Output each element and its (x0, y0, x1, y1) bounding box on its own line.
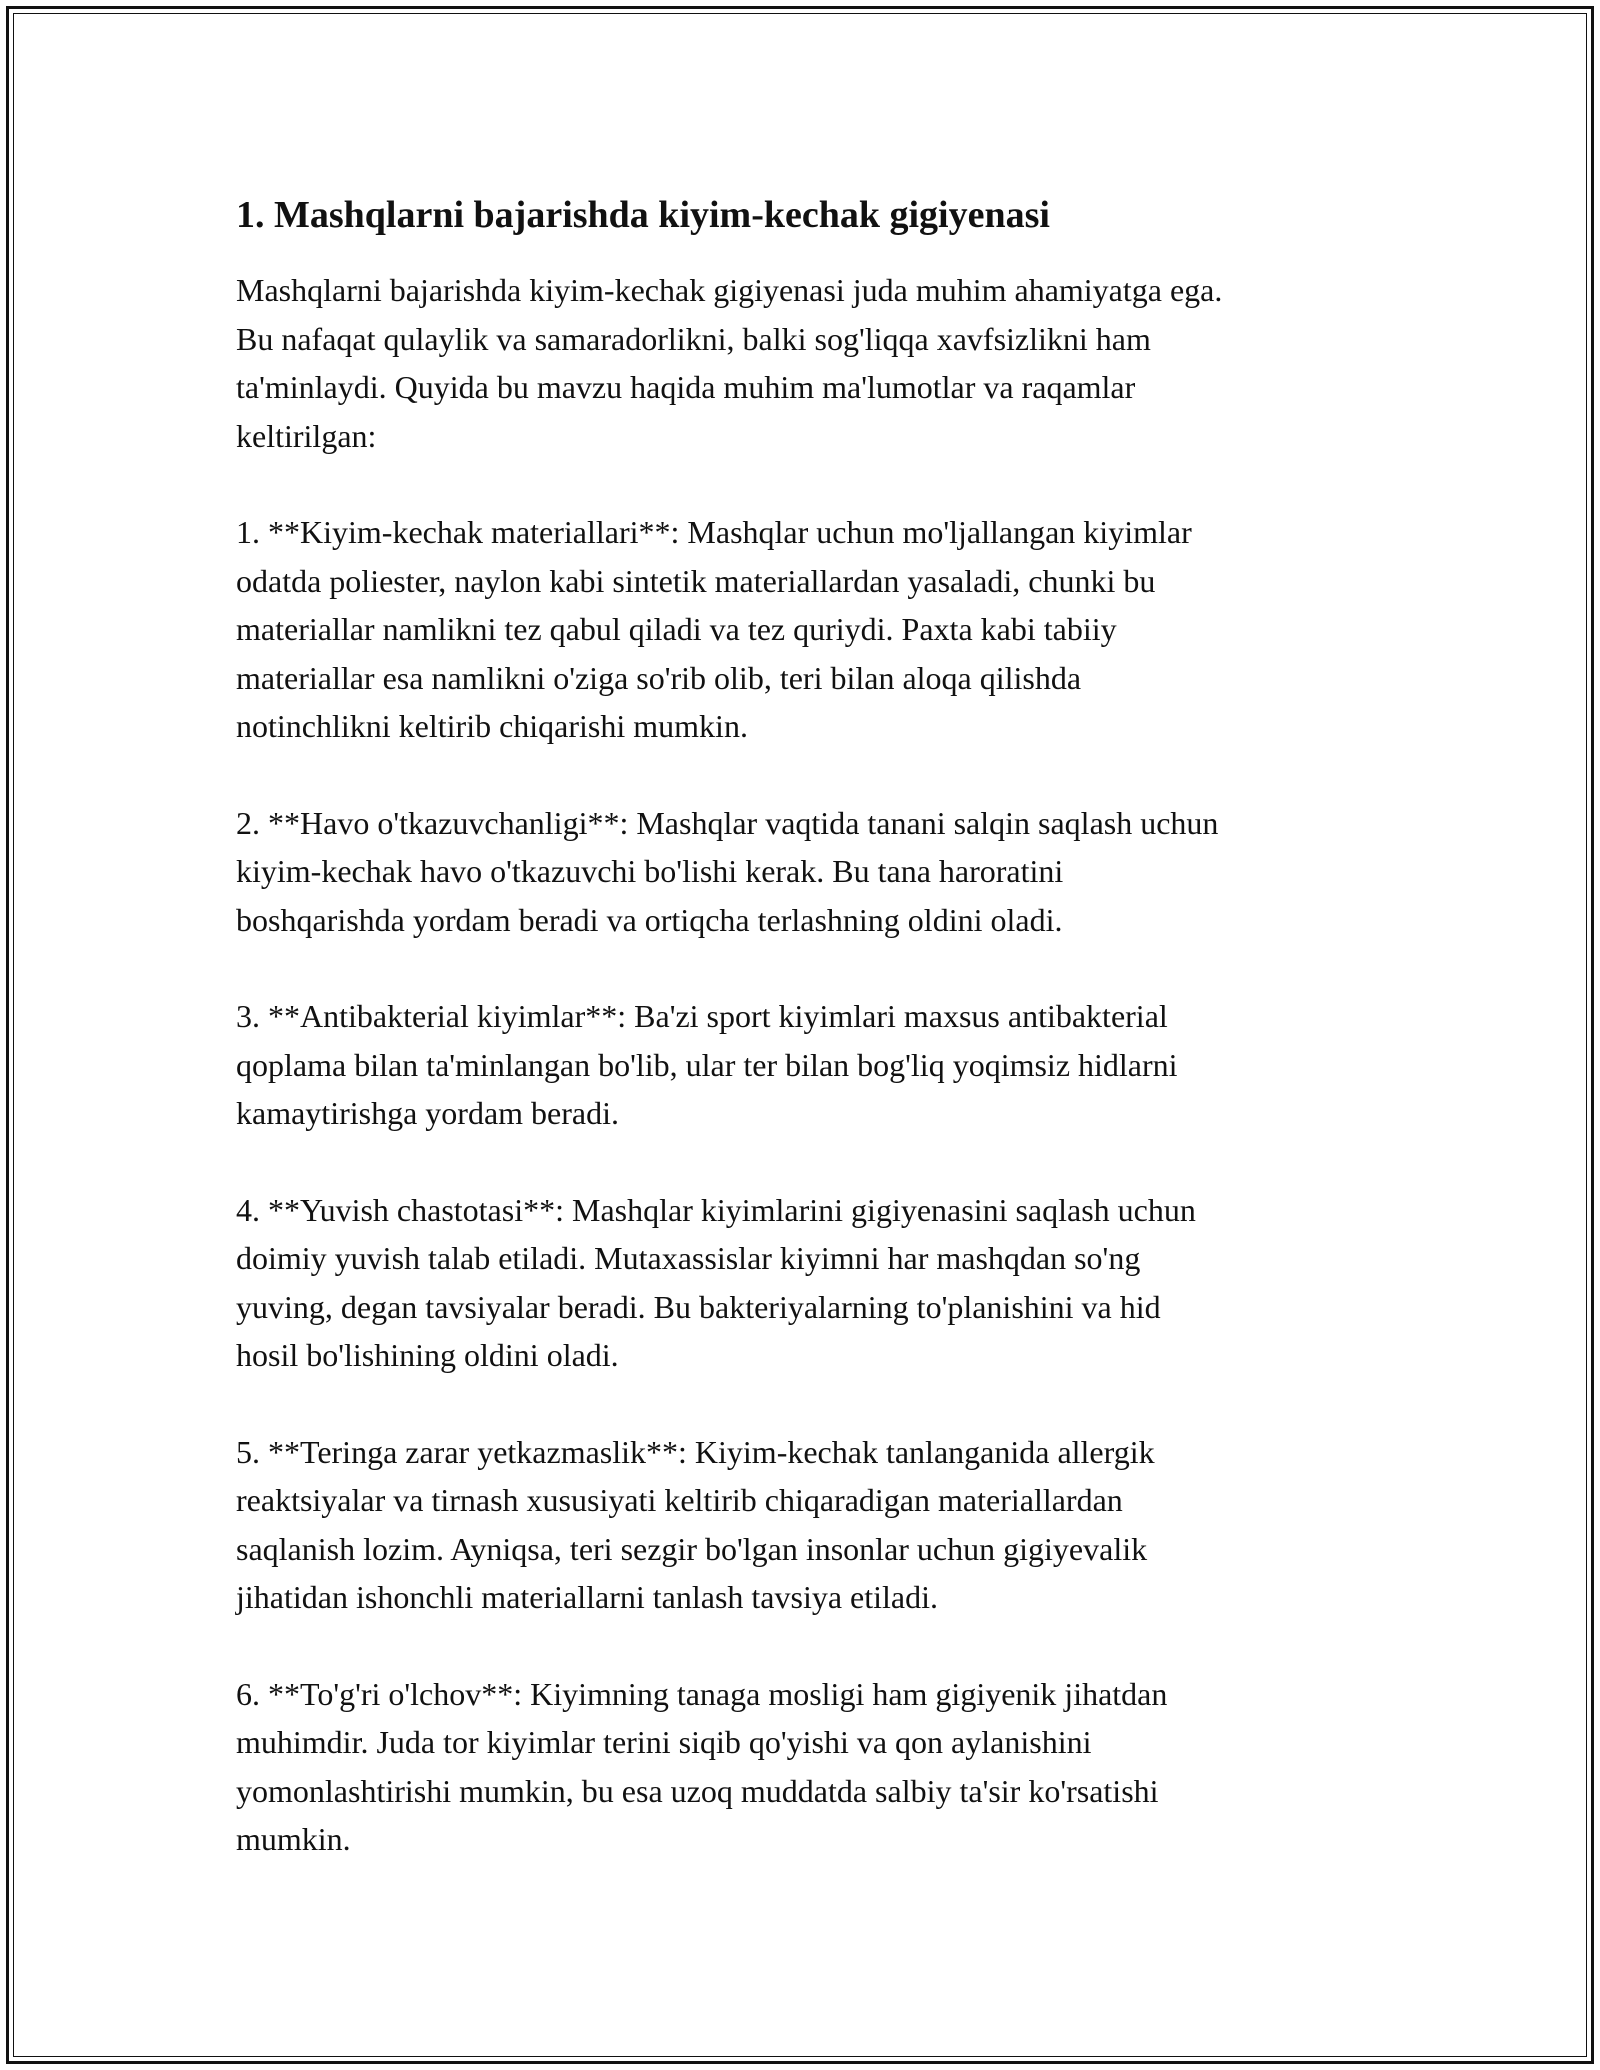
document-title: 1. Mashqlarni bajarishda kiyim-kechak gigiyenasi (236, 194, 1050, 236)
paragraph-washing-frequency: 4. **Yuvish chastotasi**: Mashqlar kiyimlarini gigiyenasini saqlash uchun doimiy yuvish talab etiladi. Mutaxassislar kiyimni har mashqdan so'ng yuving, degan tavsiyalar beradi. Bu bakteriyalarning to'planishini va hid hosil bo'lishining oldini oladi. (236, 1191, 1196, 1373)
paragraph-correct-fit: 6. **To'g'ri o'lchov**: Kiyimning tanaga mosligi ham gigiyenik jihatdan muhimdir. Juda tor kiyimlar terini siqib qo'yishi va qon aylanishini yomonlashtirishi mumkin, bu esa uzoq muddatda salbiy ta'sir ko'rsatishi mumkin. (236, 1675, 1168, 1857)
paragraph-clothing-materials: 1. **Kiyim-kechak materiallari**: Mashqlar uchun mo'ljallangan kiyimlar odatda poliester, naylon kabi sintetik materiallardan yasaladi, chunki bu materiallar namlikni tez qabul qiladi va tez quriydi. Paxta kabi tabiiy materiallar esa namlikni o'ziga so'rib olib, teri bilan aloqa qilishda notinchlikni keltirib chiqarishi mumkin. (236, 514, 1192, 744)
paragraph-skin-safety: 5. **Teringa zarar yetkazmaslik**: Kiyim-kechak tanlanganida allergik reaktsiyalar va tirnash xususiyati keltirib chiqaradigan materiallardan saqlanish lozim. Ayniqsa, teri sezgir bo'lgan insonlar uchun gigiyevalik jihatidan ishonchli materiallarni tanlash tavsiya etiladi. (236, 1433, 1155, 1615)
intro-paragraph: Mashqlarni bajarishda kiyim-kechak gigiyenasi juda muhim ahamiyatga ega. Bu nafaqat qulaylik va samaradorlikni, balki sog'liqqa xavfsizlikni ham ta'minlaydi. Quyida bu mavzu haqida muhim ma'lumotlar va raqamlar keltirilgan: (236, 272, 1223, 454)
document-body (236, 190, 1386, 1912)
paragraph-breathability: 2. **Havo o'tkazuvchanligi**: Mashqlar vaqtida tanani salqin saqlash uchun kiyim-kechak havo o'tkazuvchi bo'lishi kerak. Bu tana haroratini boshqarishda yordam beradi va ortiqcha terlashning oldini oladi. (236, 804, 1219, 938)
paragraph-antibacterial-clothing: 3. **Antibakterial kiyimlar**: Ba'zi sport kiyimlari maxsus antibakterial qoplama bilan ta'minlangan bo'lib, ular ter bilan bog'liq yoqimsiz hidlarni kamaytirishga yordam beradi. (236, 998, 1178, 1131)
